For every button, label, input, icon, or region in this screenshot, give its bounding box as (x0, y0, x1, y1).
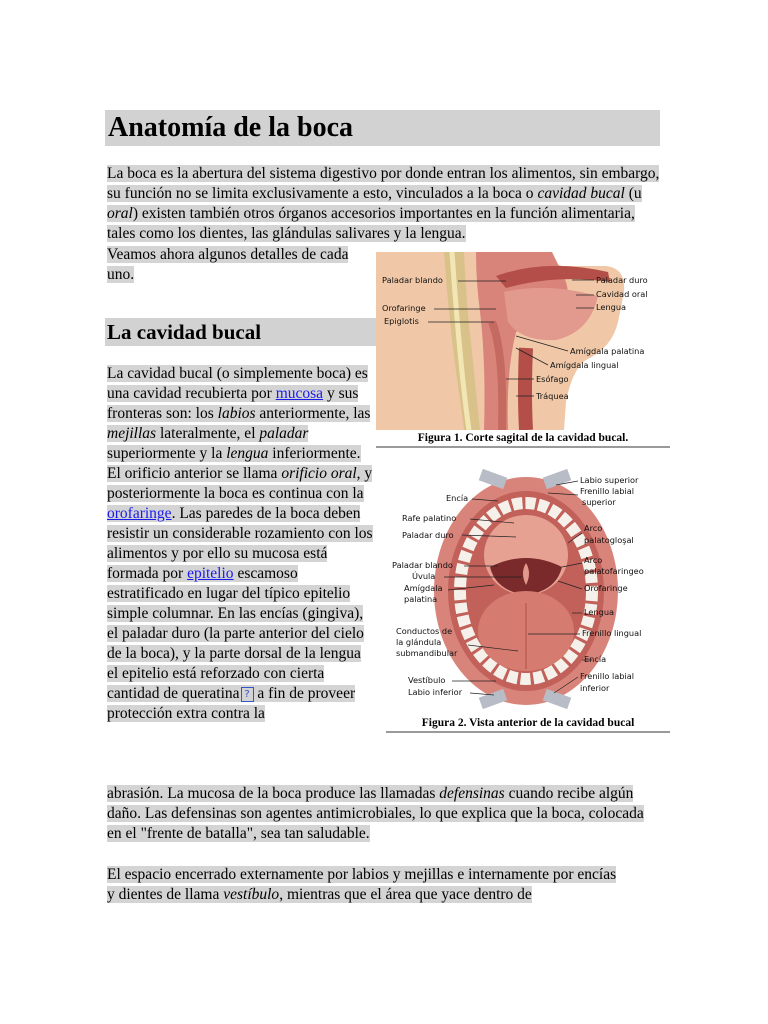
figure-1-caption: Figura 1. Corte sagital de la cavidad bucal. (376, 432, 670, 448)
figure-2-caption: Figura 2. Vista anterior de la cavidad bucal (386, 717, 670, 733)
label-frenillo-sup-2: superior (582, 497, 616, 507)
anterior-illustration (386, 463, 670, 717)
help-icon[interactable]: ? (241, 687, 254, 702)
label-vestibulo: Vestíbulo (408, 675, 446, 685)
label-paladar-duro: Paladar duro (596, 275, 648, 285)
link-epitelio[interactable]: epitelio (187, 565, 234, 582)
label-encia-bottom: Encía (584, 654, 607, 664)
label-labio-inferior: Labio inferior (408, 687, 463, 697)
label-paladar-duro: Paladar duro (402, 530, 454, 540)
label-encia-top: Encía (446, 493, 469, 503)
label-arco-palatof-2: palatofaringeo (584, 566, 644, 576)
label-epiglotis: Epiglotis (384, 316, 419, 326)
intro-paragraph: La boca es la abertura del sistema digestivo por donde entran los alimentos, sin embargo, su función no se limita exclusivamente a esto, vinculados a la boca o cavidad bucal (u oral) existen también otros órganos accesorios importantes en la función alimentaria, tales como los dientes, las glándulas salivares y la lengua. (107, 165, 660, 242)
label-conductos-3: submandibular (396, 648, 458, 658)
label-amigdala-palatina: Amígdala palatina (570, 346, 645, 356)
label-uvula: Úvula (412, 571, 436, 581)
label-orofaringe: Orofaringe (382, 303, 426, 313)
vestibulo-paragraph: El espacio encerrado externamente por labios y mejillas e internamente por encías y dientes de llama vestíbulo, mientras que el área que yace dentro de (107, 866, 617, 903)
label-arco-palatof-1: Arco (584, 555, 603, 565)
label-amigdala-1: Amígdala (404, 583, 443, 593)
label-lengua: Lengua (584, 607, 615, 617)
sagittal-illustration (376, 252, 670, 430)
figure-sagittal-section (376, 252, 670, 452)
label-arco-palatogl-1: Arco (584, 523, 603, 533)
label-frenillo-sup-1: Frenillo labial (580, 486, 635, 496)
figure-anterior-view (386, 463, 670, 737)
label-paladar-blando: Paladar blando (382, 275, 443, 285)
label-paladar-blando: Paladar blando (392, 560, 453, 570)
label-amigdala-2: palatina (404, 594, 438, 604)
label-cavidad-oral: Cavidad oral (596, 289, 648, 299)
label-frenillo-inf-1: Frenillo labial (580, 671, 635, 681)
term-oral: oral (107, 205, 133, 222)
label-traquea: Tráquea (536, 391, 569, 401)
label-frenillo-lingual: Frenillo lingual (582, 628, 642, 638)
label-conductos-2: la glándula (396, 637, 442, 647)
section-title: La cavidad bucal (105, 318, 661, 346)
label-labio-superior: Labio superior (580, 475, 639, 485)
page-title: Anatomía de la boca (105, 110, 660, 146)
label-lengua: Lengua (596, 302, 627, 312)
body-paragraph-wide: abrasión. La mucosa de la boca produce las llamadas defensinas cuando recibe algún daño. Las defensinas son agentes antimicrobiales, lo que explica que la boca, colocada en el "frente de batalla", sea tan saludable. (107, 785, 644, 842)
label-conductos-1: Conductos de (396, 626, 453, 636)
label-frenillo-inf-2: inferior (580, 683, 610, 693)
label-amigdala-lingual: Amígdala lingual (550, 360, 619, 370)
body-paragraph-narrow: La cavidad bucal (o simplemente boca) es una cavidad recubierta por mucosa y sus fronteras son: los labios anteriormente, las mejillas lateralmente, el paladar superiormente y la lengua inferiormente. El orificio anterior se llama orificio oral, y posteriormente la boca es continua con la orofaringe. Las paredes de la boca deben resistir un considerable rozamiento con los alimentos y por ello su mucosa está formada por epitelio escamoso estratificado en lugar del típico epitelio simple columnar. En las encías (gingiva), el paladar duro (la parte anterior del cielo de la boca), y la parte dorsal de la lengua el epitelio está reforzado con cierta cantidad de queratina ? a fin de proveer protección extra contra la (107, 365, 373, 722)
label-orofaringe: Orofaringe (584, 583, 628, 593)
label-esofago: Esófago (536, 374, 569, 384)
term-cavidad-bucal: cavidad bucal (537, 185, 625, 202)
link-orofaringe[interactable]: orofaringe (107, 505, 172, 522)
intro-paragraph-end: Veamos ahora algunos detalles de cada uno. (107, 246, 349, 283)
label-arco-palatogl-2: palatogloşal (584, 535, 634, 545)
label-rafe-palatino: Rafe palatino (402, 513, 457, 523)
link-mucosa[interactable]: mucosa (275, 385, 324, 402)
